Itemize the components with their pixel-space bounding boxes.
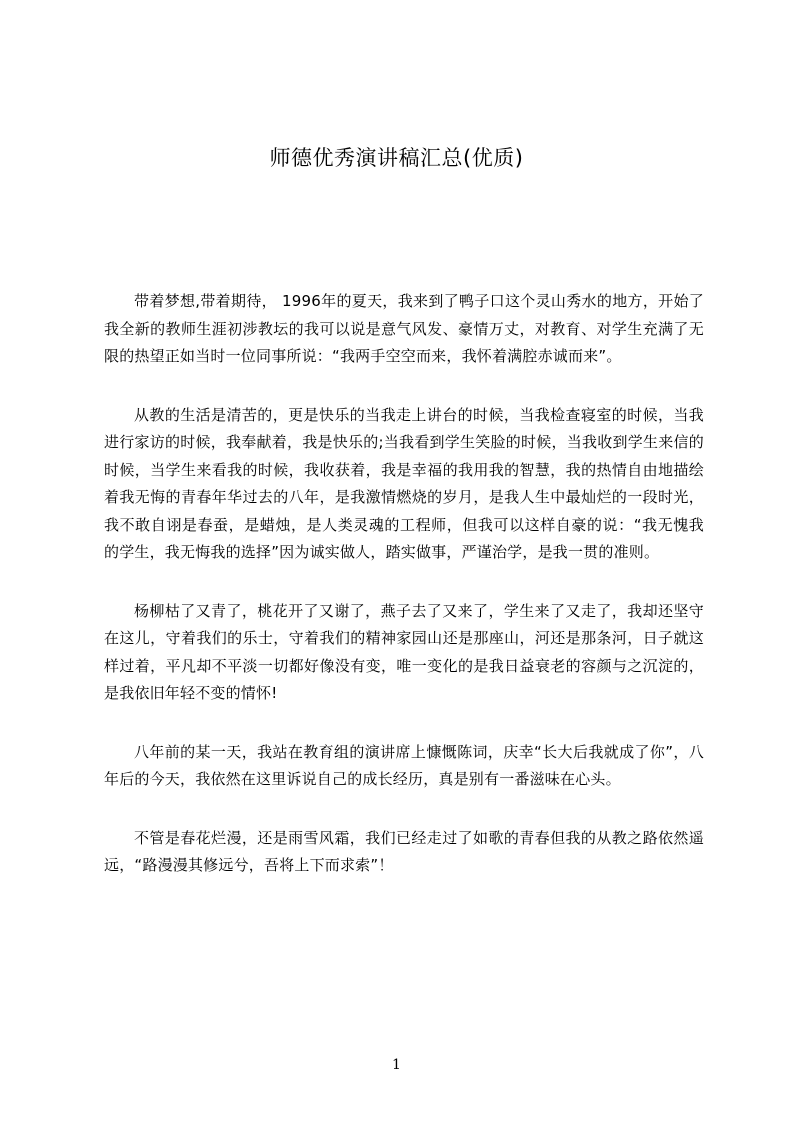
document-body [104,288,704,911]
paragraph: 八年前的某一天，我站在教育组的演讲席上慷慨陈词，庆幸“长大后我就成了你”，八年后的今天，我依然在这里诉说自己的成长经历，真是别有一番滋味在心头。 [104,742,704,788]
paragraph: 杨柳枯了又青了，桃花开了又谢了，燕子去了又来了，学生来了又走了，我却还坚守在这儿，守着我们的乐士，守着我们的精神家园山还是那座山，河还是那条河，日子就这样过着，平凡却不平淡一切都好像没有变，唯一变化的是我日益衰老的容颜与之沉淀的，是我依旧年轻不变的情怀! [104,601,704,702]
document-title: 师德优秀演讲稿汇总(优质) [269,146,524,170]
paragraph: 从教的生活是清苦的，更是快乐的当我走上讲台的时候，当我检查寝室的时候，当我进行家访的时候，我奉献着，我是快乐的;当我看到学生笑脸的时候，当我收到学生来信的时候，当学生来看我的时候，我收获着，我是幸福的我用我的智慧，我的热情自由地描绘着我无悔的青春年华过去的八年，是我激情燃烧的岁月，是我人生中最灿烂的一段时光，我不敢自诩是春蚕，是蜡烛，是人类灵魂的工程师，但我可以这样自豪的说：“我无愧我的学生，我无悔我的选择”因为诚实做人，踏实做事，严谨治学，是我一贯的准则。 [104,405,704,561]
page-number: 1 [392,1057,401,1073]
paragraph: 不管是春花烂漫，还是雨雪风霜，我们已经走过了如歌的青春但我的从教之路依然遥远，“路漫漫其修远兮，吾将上下而求索”！ [104,828,704,874]
paragraph: 带着梦想,带着期待， 1996年的夏天，我来到了鸭子口这个灵山秀水的地方，开始了我全新的教师生涯初涉教坛的我可以说是意气风发、豪情万丈，对教育、对学生充满了无限的热望正如当时一位同事所说：“我两手空空而来，我怀着满腔赤诚而来”。 [104,292,704,365]
